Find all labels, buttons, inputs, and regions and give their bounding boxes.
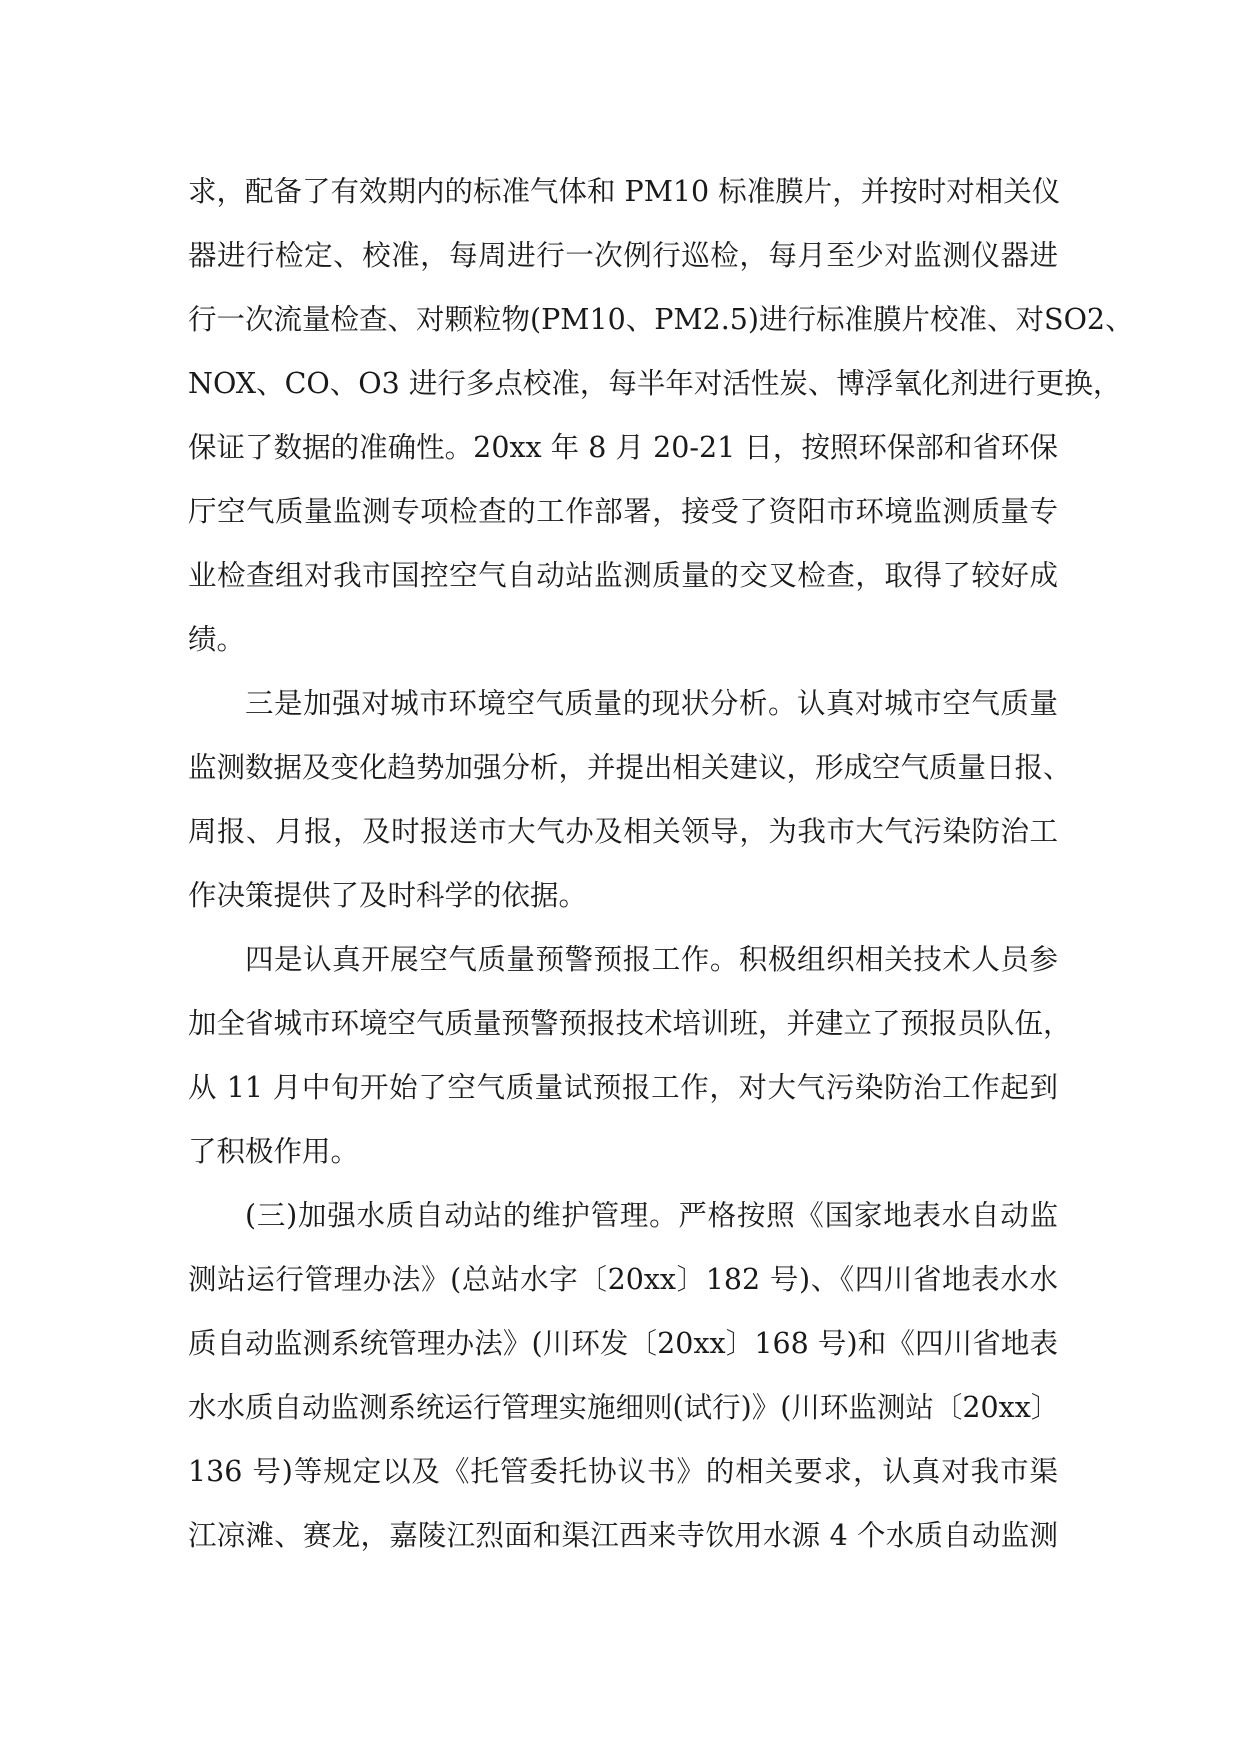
document-body [188,160,1134,1568]
text-line: 周报、月报，及时报送市大气办及相关领导，为我市大气污染防治工 [188,815,1058,848]
text-line: 厅空气质量监测专项检查的工作部署，接受了资阳市环境监测质量专 [188,495,1058,528]
text-line: 四是认真开展空气质量预警预报工作。积极组织相关技术人员参 [245,943,1058,976]
paragraph [188,928,1072,1184]
text-line: 江凉滩、赛龙，嘉陵江烈面和渠江西来寺饮用水源 4 个水质自动监测 [188,1519,1058,1552]
paragraph [188,672,1072,928]
text-line: 水水质自动监测系统运行管理实施细则(试行)》(川环监测站〔20xx〕 [188,1391,1060,1424]
text-line: (三)加强水质自动站的维护管理。严格按照《国家地表水自动监 [245,1199,1058,1232]
text-line: 测站运行管理办法》(总站水字〔20xx〕182 号)、《四川省地表水水 [188,1263,1058,1296]
text-line: 求，配备了有效期内的标准气体和 PM10 标准膜片，并按时对相关仪 [188,175,1061,208]
text-line: 绩。 [188,623,246,656]
text-line: 了积极作用。 [188,1135,360,1168]
paragraph [188,1184,1058,1568]
text-line: 作决策提供了及时科学的依据。 [188,879,588,912]
paragraph [188,160,1134,672]
text-line: 质自动监测系统管理办法》(川环发〔20xx〕168 号)和《四川省地表 [188,1327,1058,1360]
text-line: 保证了数据的准确性。20xx 年 8 月 20-21 日，按照环保部和省环保 [188,431,1058,464]
text-line: 监测数据及变化趋势加强分析，并提出相关建议，形成空气质量日报、 [188,751,1072,784]
text-line: 加全省城市环境空气质量预警预报技术培训班，并建立了预报员队伍， [188,1007,1072,1040]
text-line: 从 11 月中旬开始了空气质量试预报工作，对大气污染防治工作起到 [188,1071,1058,1104]
text-line: NOX、CO、O3 进行多点校准，每半年对活性炭、博浮氧化剂进行更换， [188,367,1122,400]
text-line: 器进行检定、校准，每周进行一次例行巡检，每月至少对监测仪器进 [188,239,1058,272]
text-line: 三是加强对城市环境空气质量的现状分析。认真对城市空气质量 [245,687,1058,720]
text-line: 行一次流量检查、对颗粒物(PM10、PM2.5)进行标准膜片校准、对SO2、 [188,303,1134,336]
text-line: 业检查组对我市国控空气自动站监测质量的交叉检查，取得了较好成 [188,559,1058,592]
text-line: 136 号)等规定以及《托管委托协议书》的相关要求，认真对我市渠 [188,1455,1058,1488]
